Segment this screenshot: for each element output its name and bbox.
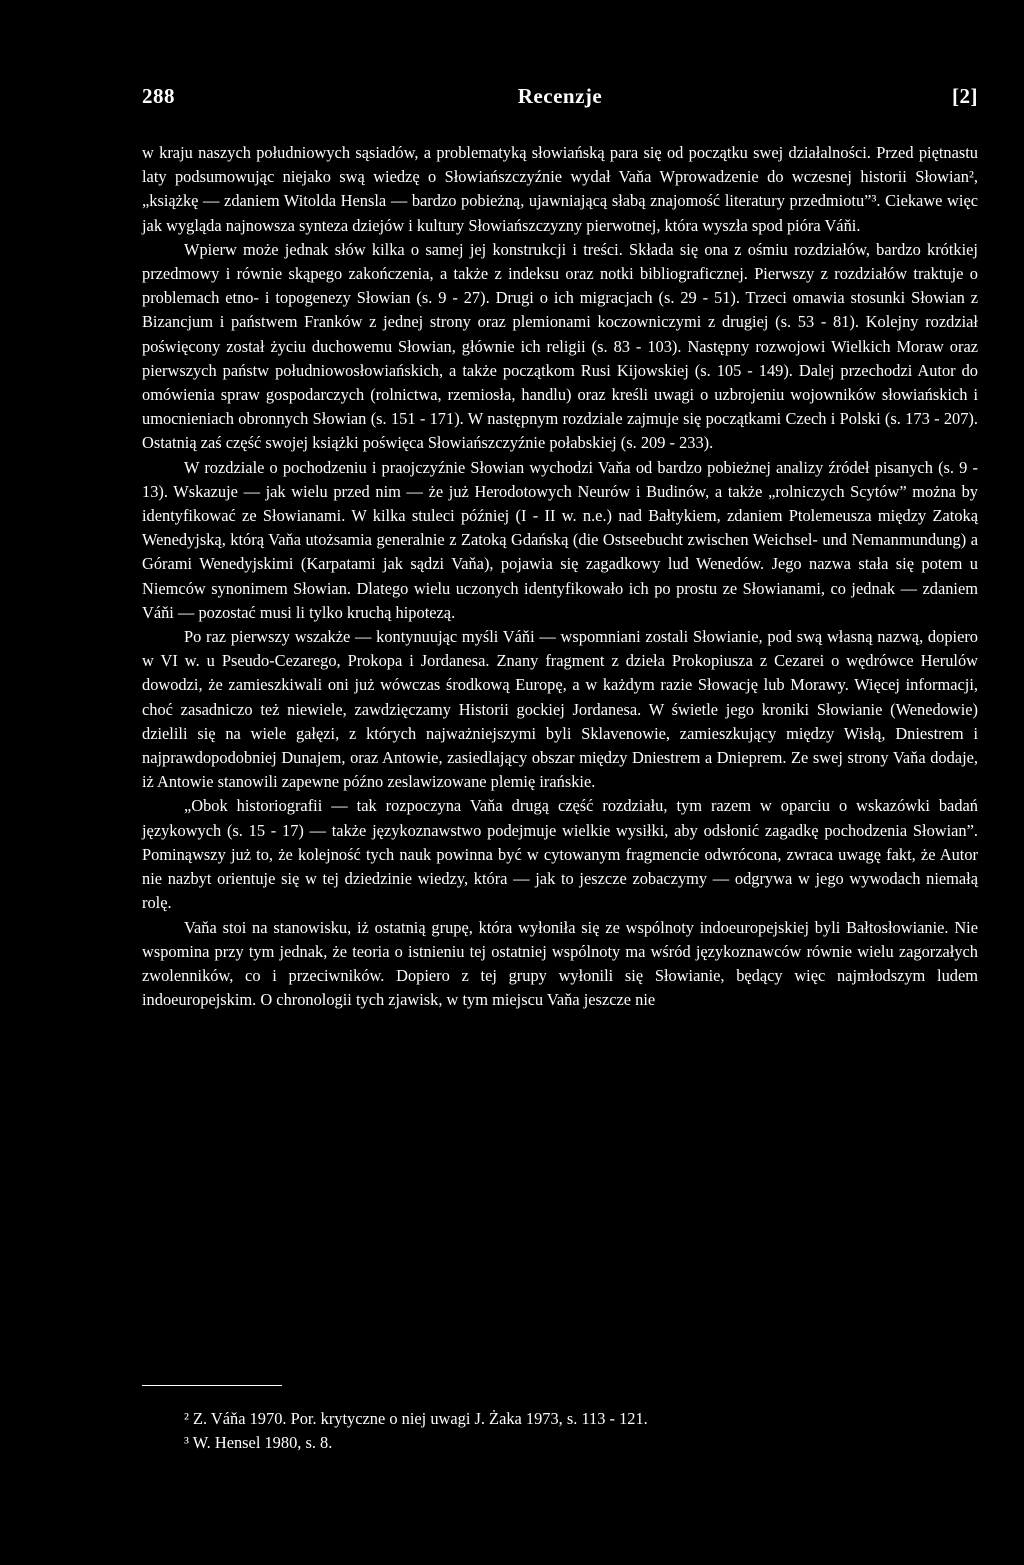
running-title: Recenzje xyxy=(517,84,603,108)
section-signature: [2] xyxy=(952,84,978,108)
body-text xyxy=(142,141,978,1012)
footnote-divider xyxy=(142,1385,282,1386)
paragraph-1: w kraju naszych południowych sąsiadów, a problematyką słowiańską para się od początku swej działalności. Przed piętnastu laty podsumowując niejako swą wiedzę o Słowiańszczyźnie wydał Vaňa Wprowadzenie do wczesnej historii Słowian², „książkę — zdaniem Witolda Hensla — bardzo pobieżną, ujawniającą słabą znajomość literatury przedmiotu”³. Ciekawe więc jak wygląda najnowsza synteza dziejów i kultury Słowiańszczyzny pierwotnej, która wyszła spod pióra Váňi. xyxy=(142,143,978,235)
paragraph-5: „Obok historiografii — tak rozpoczyna Vaňa drugą część rozdziału, tym razem w oparciu o wskazówki badań językowych (s. 15 - 17) — także językoznawstwo podejmuje wielkie wysiłki, aby odsłonić zagadkę pochodzenia Słowian”. Pominąwszy już to, że kolejność tych nauk powinna być w cytowanym fragmencie odwrócona, zwraca uwagę fakt, że Autor nie nazbyt orientuje się w tej dziedzinie wiedzy, która — jak to jeszcze zobaczymy — odgrywa w jego wywodach niemałą rolę. xyxy=(142,796,978,913)
paragraph-3: W rozdziale o pochodzeniu i praojczyźnie Słowian wychodzi Vaňa od bardzo pobieżnej analizy źródeł pisanych (s. 9 - 13). Wskazuje — jak wielu przed nim — że już Herodotowych Neurów i Budinów, a także „rolniczych Scytów” można by identyfikować ze Słowianami. W kilka stuleci później (I - II w. n.e.) nad Bałtykiem, zdaniem Ptolemeusza między Zatoką Wenedyjską, którą Vaňa utożsamia generalnie z Zatoką Gdańską (die Ostseebucht zwischen Weichsel- und Nemanmundung) a Górami Wenedyjskimi (Karpatami jak sądzi Vaňa), pojawia się zagadkowy lud Wenedów. Jego nazwa stała się potem u Niemców synonimem Słowian. Dlatego wielu uczonych identyfikowało ich po prostu ze Słowianami, co jednak — zdaniem Váňi — pozostać musi li tylko kruchą hipotezą. xyxy=(142,457,978,622)
paragraph-2: Wpierw może jednak słów kilka o samej jej konstrukcji i treści. Składa się ona z ośmiu rozdziałów, bardzo krótkiej przedmowy i równie skąpego zakończenia, a także z indeksu oraz notki bibliograficznej. Pierwszy z rozdziałów traktuje o problemach etno- i topogenezy Słowian (s. 9 - 27). Drugi o ich migracjach (s. 29 - 51). Trzeci omawia stosunki Słowian z Bizancjum i państwem Franków z jednej strony oraz plemionami koczowniczymi z drugiej (s. 53 - 81). Kolejny rozdział poświęcony został życiu duchowemu Słowian, głównie ich religii (s. 83 - 103). Następny rozwojowi Wielkich Moraw oraz pierwszych państw południowosłowiańskich, a także początkom Rusi Kijowskiej (s. 105 - 149). Dalej przechodzi Autor do omówienia spraw gospodarczych (rolnictwa, rzemiosła, handlu) oraz kreśli uwagi o uzbrojeniu wojowników słowiańskich i umocnieniach obronnych Słowian (s. 151 - 171). W następnym rozdziale zajmuje się początkami Czech i Polski (s. 173 - 207). Ostatnią zaś część swojej książki poświęca Słowiańszczyźnie połabskiej (s. 209 - 233). xyxy=(142,239,978,453)
footnote-2: ² Z. Váňa 1970. Por. krytyczne o niej uwagi J. Żaka 1973, s. 113 - 121. xyxy=(184,1409,648,1428)
footnote-3: ³ W. Hensel 1980, s. 8. xyxy=(184,1433,333,1452)
footnotes xyxy=(142,1407,978,1455)
running-header xyxy=(142,84,978,114)
paragraph-6: Vaňa stoi na stanowisku, iż ostatnią grupę, która wyłoniła się ze wspólnoty indoeuropejskiej byli Bałtosłowianie. Nie wspomina przy tym jednak, że teoria o istnieniu tej ostatniej wspólnoty ma wśród językoznawców równie wielu zagorzałych zwolenników, co i przeciwników. Dopiero z tej grupy wyłonili się Słowianie, będący więc najmłodszym ludem indoeuropejskim. O chronologii tych zjawisk, w tym miejscu Vaňa jeszcze nie xyxy=(142,917,978,1010)
page-number: 288 xyxy=(142,84,175,108)
paragraph-4: Po raz pierwszy wszakże — kontynuując myśli Váňi — wspomniani zostali Słowianie, pod swą własną nazwą, dopiero w VI w. u Pseudo-Cezarego, Prokopa i Jordanesa. Znany fragment z dzieła Prokopiusza z Cezarei o wędrówce Herulów dowodzi, że zamieszkiwali oni już wówczas środkową Europę, a w każdym razie Słowację lub Morawy. Więcej informacji, choć zasadniczo też niewiele, zawdzięczamy Historii gockiej Jordanesa. W świetle jego kroniki Słowianie (Wenedowie) dzielili się na wiele gałęzi, z których najważniejszymi byli Sklavenowie, zamieszkujący między Wisłą, Dniestrem i najprawdopodobniej Dunajem, oraz Antowie, zasiedlający obszar między Dniestrem a Dnieprem. Ze swej strony Vaňa dodaje, iż Antowie stanowili zapewne późno zeslawizowane plemię irańskie. xyxy=(142,627,978,792)
